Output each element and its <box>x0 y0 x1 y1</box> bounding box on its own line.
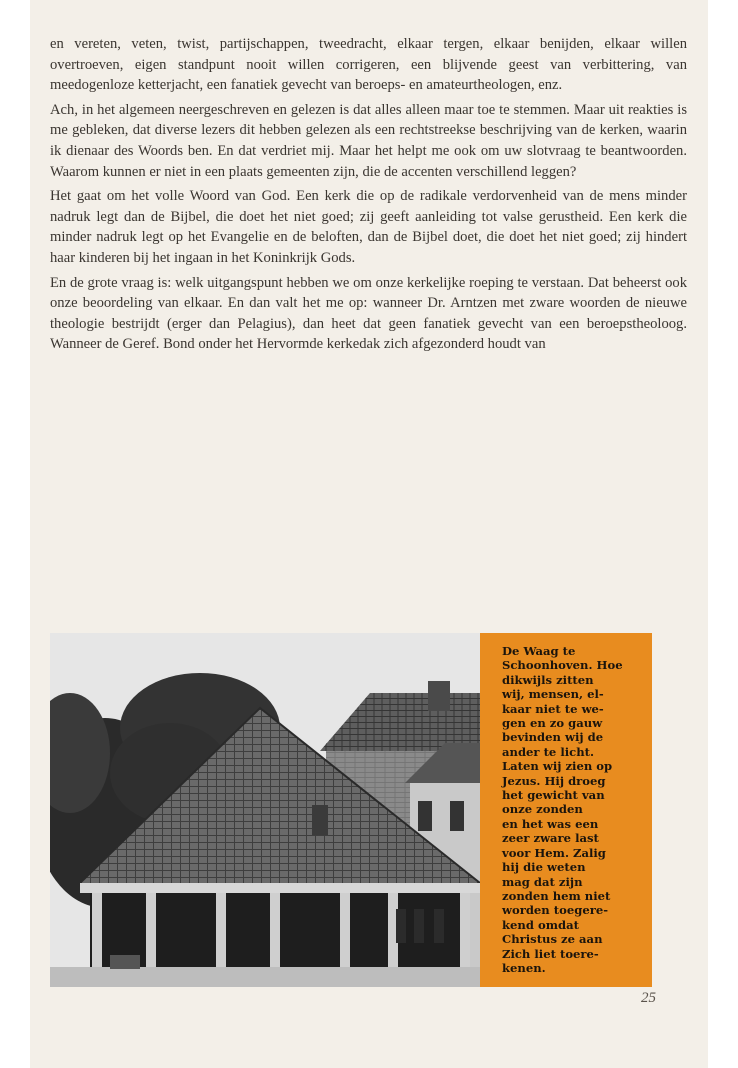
book-page <box>30 0 708 1068</box>
photo-de-waag <box>50 633 482 987</box>
page-number: 25 <box>641 990 656 1006</box>
photo-caption: De Waag te Schoonhoven. Hoe dikwijls zitten wij, mensen, el- kaar niet te we- gen en zo gauw bevinden wij de ander te licht. Laten wij zien op Jezus. Hij droeg het gewicht van onze zonden en het was een zeer zware last voor Hem. Zalig hij die weten mag dat zijn zonden hem niet worden toegere- kend omdat Christus ze aan Zich liet toere- kenen. <box>502 644 623 975</box>
photo-illustration <box>50 633 482 987</box>
body-text <box>50 34 687 359</box>
paragraph: Het gaat om het volle Woord van God. Een kerk die op de radikale verdorvenheid van de mens minder nadruk legt dan de Bijbel, die doet het niet goed; zij geeft aanleiding tot valse gerustheid. Een kerk die minder nadruk legt op het Evangelie en de beloften, dan de Bijbel doet, die doet het niet goed; zij hindert haar kinderen bij het ingaan in het Koninkrijk Gods. <box>50 188 687 266</box>
paragraph: en vereten, veten, twist, partijschappen, tweedracht, elkaar tergen, elkaar benijden, elkaar willen overtroeven, eigen standpunt nooit willen corrigeren, een blijvende geest van verbittering, van meedogenloze ketterjacht, een fanatiek gevecht van beroeps- en amateurtheologen, enz. <box>50 36 687 94</box>
paragraph: Ach, in het algemeen neergeschreven en gelezen is dat alles alleen maar toe te stemmen. Maar uit reakties is me gebleken, dat diverse lezers dit hebben gelezen als een rechtstreekse beschrijving van de kerken, waarin ik dienaar des Woords ben. En dat verdriet mij. Maar het helpt me ook om uw slotvraag te beantwoorden. Waarom kunnen er niet in een plaats gemeenten zijn, die de accenten verschillend leggen? <box>50 101 687 180</box>
paragraph: En de grote vraag is: welk uitgangspunt hebben we om onze kerkelijke roeping te verstaan. Dat beheerst ook onze beoordeling van elkaar. En dan valt het me op: wanneer Dr. Arntzen met zware woorden de nieuwe theologie bestrijdt (erger dan Pelagius), dan heet dat geen fanatiek gevecht van een beroepstheoloog. Wanneer de Geref. Bond onder het Hervormde kerkedak zich afgezonderd houdt van <box>50 274 687 353</box>
caption-box <box>480 633 652 987</box>
